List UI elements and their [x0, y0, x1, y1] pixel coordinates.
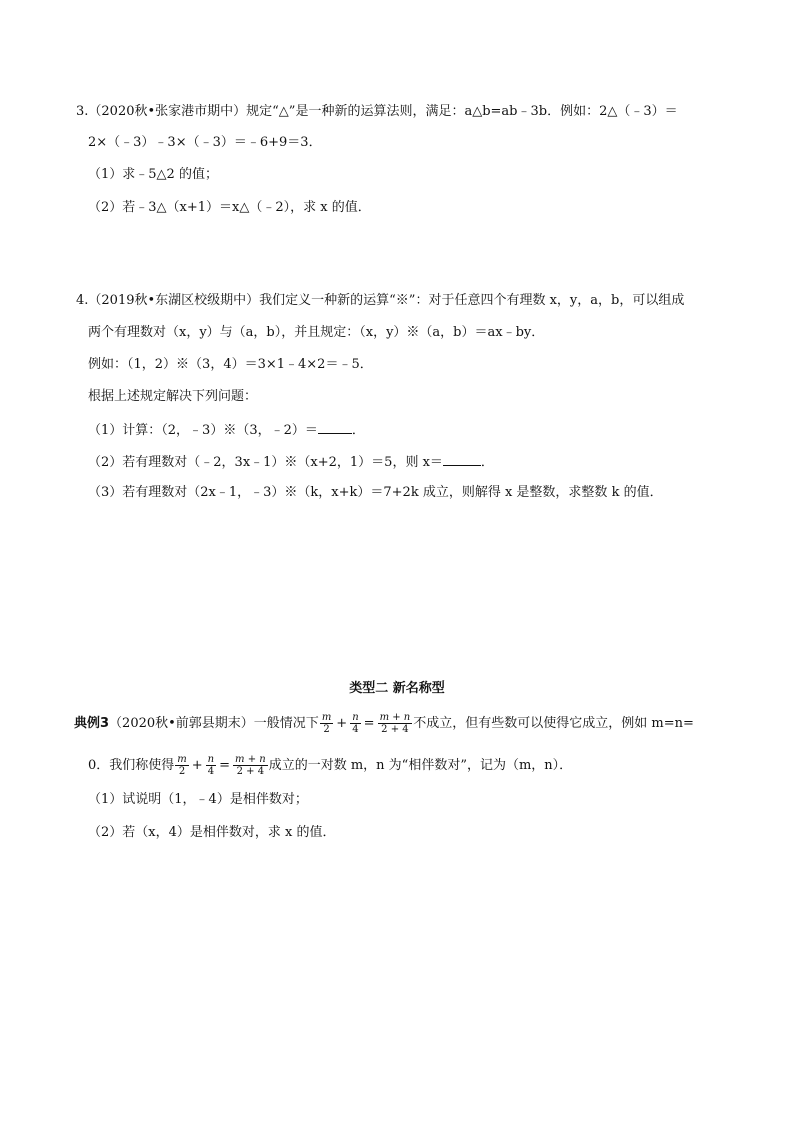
q3-sub1: （1）求﹣5△2 的值； — [88, 167, 218, 182]
answer-blank-2[interactable] — [443, 453, 481, 466]
q3-sub2: （2）若﹣3△（x+1）＝x△（﹣2），求 x 的值． — [88, 200, 371, 215]
frac2b-num: n — [207, 754, 215, 765]
q4-line2: 两个有理数对（x，y）与（a，b），并且规定：（x，y）※（a，b）＝ax﹣by． — [88, 325, 545, 340]
frac3b-den: 2 + 4 — [236, 766, 265, 777]
section-title: 类型二 新名称型 — [349, 681, 445, 696]
frac3-num: m + n — [379, 712, 411, 723]
example3-line2 — [88, 754, 572, 777]
example3-line1 — [74, 712, 694, 735]
q4-sub1 — [88, 421, 365, 439]
fraction-sum — [378, 712, 413, 735]
plus-sign-b: + — [191, 758, 203, 773]
q3-line2: 2×（﹣3）﹣3×（﹣3）＝﹣6+9＝3． — [88, 135, 322, 150]
q4-intro: 根据上述规定解决下列问题： — [88, 389, 258, 404]
frac2b-den: 4 — [207, 766, 215, 777]
frac1-den: 2 — [323, 724, 330, 735]
q4-sub1-end: ． — [351, 423, 365, 438]
example3-after: 不成立，但有些数可以使得它成立，例如 m=n= — [413, 716, 694, 731]
answer-blank-1[interactable] — [318, 421, 352, 434]
fraction-m-over-2 — [320, 712, 333, 735]
q4-line1: 4.（2019秋•东湖区校级期中）我们定义一种新的运算“※”：对于任意四个有理数 x，y，a，b，可以组成 — [76, 293, 685, 308]
fraction-n-over-4-b — [206, 754, 216, 777]
fraction-m-over-2-b — [175, 754, 188, 777]
frac2-den: 4 — [352, 724, 359, 735]
example3-sub2: （2）若（x，4）是相伴数对，求 x 的值． — [88, 825, 336, 840]
q4-sub2-text: （2）若有理数对（﹣2，3x﹣1）※（x+2，1）＝5，则 x＝ — [88, 455, 443, 470]
q4-sub3: （3）若有理数对（2x﹣1，﹣3）※（k，x+k）＝7+2k 成立，则解得 x 是整数，求整数 k 的值． — [88, 485, 663, 500]
q3-line1: 3.（2020秋•张家港市期中）规定“△”是一种新的运算法则，满足：a△b=ab﹣3b．例如：2△（﹣3）＝ — [76, 104, 678, 119]
frac1b-num: m — [177, 754, 187, 765]
q4-sub2-end: ． — [480, 455, 494, 470]
q4-example: 例如：（1，2）※（3，4）＝3×1﹣4×2＝﹣5． — [88, 357, 373, 372]
frac3b-num: m + n — [235, 754, 266, 765]
example3-line2-start: 0．我们称使得 — [88, 758, 175, 773]
frac1b-den: 2 — [178, 766, 186, 777]
fraction-sum-b — [233, 754, 268, 777]
q4-sub1-text: （1）计算：（2，﹣3）※（3，﹣2）＝ — [88, 423, 318, 438]
fraction-n-over-4 — [350, 712, 360, 735]
q4-sub2 — [88, 453, 494, 471]
frac1-num: m — [321, 712, 332, 723]
plus-sign: + — [336, 716, 348, 731]
example3-line2-after: 成立的一对数 m，n 为“相伴数对”，记为（m，n）． — [268, 758, 573, 773]
equals-sign: = — [363, 716, 375, 731]
example3-label: 典例3 — [74, 716, 110, 731]
frac2-num: n — [352, 712, 359, 723]
frac3-den: 2 + 4 — [381, 724, 409, 735]
example3-sub1: （1）试说明（1，﹣4）是相伴数对； — [88, 792, 308, 807]
example3-source: （2020秋•前郭县期末）一般情况下 — [109, 716, 319, 731]
equals-sign-b: = — [219, 758, 231, 773]
